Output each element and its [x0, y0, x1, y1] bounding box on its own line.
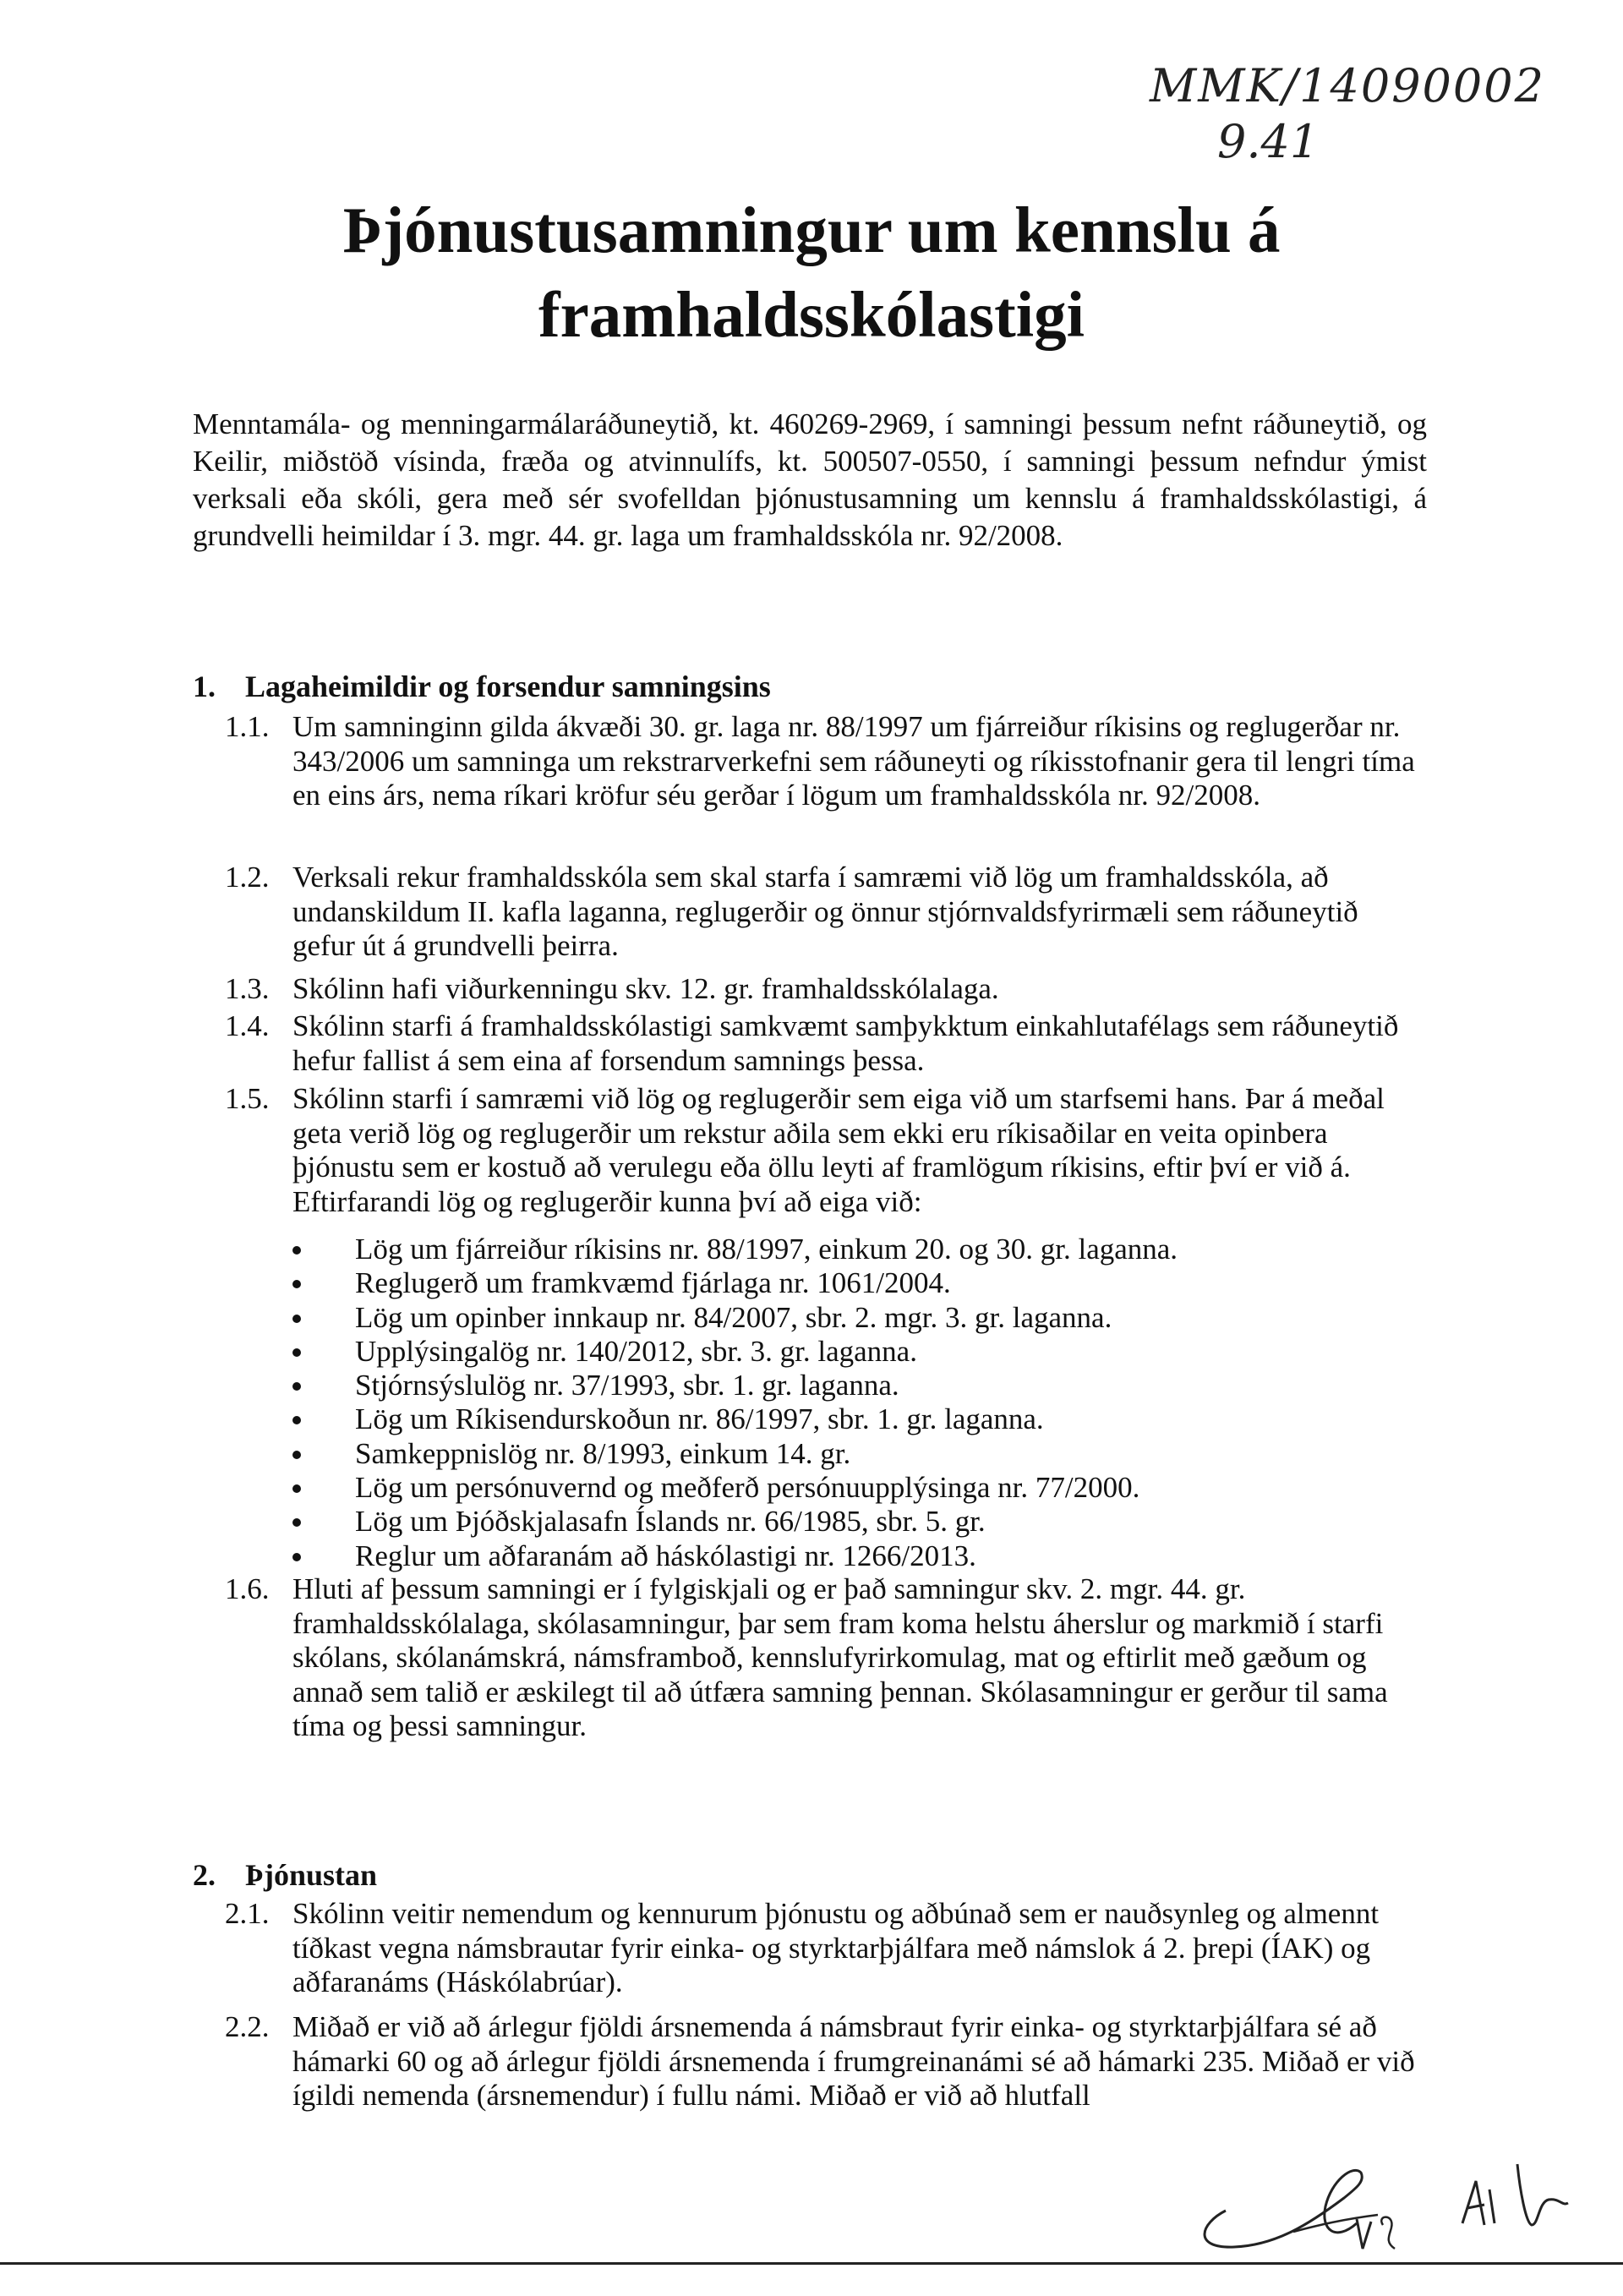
clause-text: Verksali rekur framhaldsskóla sem skal starfa í samræmi við lög um framhaldsskóla, að undanskildum II. kafla laganna, reglugerðir og önnur stjórnvaldsfyrirmæli sem ráðuneytið gefur út á grundvelli þeirra.	[292, 861, 1358, 962]
page-bottom-rule	[0, 2262, 1623, 2265]
section-heading-2	[193, 1856, 377, 1894]
list-item: Upplýsingalög nr. 140/2012, sbr. 3. gr. laganna.	[292, 1335, 1408, 1369]
title-line-1: Þjónustusamningur um kennslu á	[342, 194, 1281, 266]
clause-number: 1.2.	[225, 861, 270, 894]
clause-2-2	[225, 2010, 1425, 2113]
section-number: 1.	[193, 670, 216, 703]
list-item: Lög um Þjóðskjalasafn Íslands nr. 66/1985, sbr. 5. gr.	[292, 1505, 1408, 1539]
list-item: Reglugerð um framkvæmd fjárlaga nr. 1061/2004.	[292, 1266, 1408, 1300]
list-item: Samkeppnislög nr. 8/1993, einkum 14. gr.	[292, 1437, 1408, 1471]
handwritten-reference-number: MMK/14090002	[1150, 59, 1545, 112]
clause-number: 1.5.	[225, 1082, 270, 1115]
clause-text: Skólinn hafi viðurkenningu skv. 12. gr. framhaldsskólalaga.	[292, 972, 999, 1005]
clause-2-1	[225, 1897, 1425, 2000]
clause-1-4	[225, 1009, 1425, 1078]
clause-1-6	[225, 1572, 1425, 1744]
clause-text: Hluti af þessum samningi er í fylgiskjali og er það samningur skv. 2. mgr. 44. gr. framhaldsskólalaga, skólasamningur, þar sem fram koma helstu áherslur og markmið í starfi skólans, skólanámskrá, námsframboð, kennslufyrirkomulag, mat og eftirlit með gæðum og annað sem talið er æskilegt til að útfæra samning þennan. Skólasamningur er gerður til sama tíma og þessi samningur.	[292, 1572, 1388, 1742]
handwritten-reference-note: 9.41	[1217, 115, 1320, 168]
clause-1-2	[225, 861, 1425, 964]
section-number: 2.	[193, 1858, 216, 1892]
clause-text: Miðað er við að árlegur fjöldi ársnemenda á námsbraut fyrir einka- og styrktarþjálfara sé að hámarki 60 og að árlegur fjöldi ársnemenda í frumgreinanámi sé að hámarki 235. Miðað er við ígildi nemenda (ársnemendur) í fullu námi. Miðað er við að hlutfall	[292, 2010, 1415, 2112]
clause-number: 1.1.	[225, 710, 270, 743]
list-item: Stjórnsýslulög nr. 37/1993, sbr. 1. gr. laganna.	[292, 1369, 1408, 1402]
clause-number: 2.2.	[225, 2010, 270, 2043]
clause-text: Skólinn veitir nemendum og kennurum þjónustu og aðbúnað sem er nauðsynleg og almennt tíðkast vegna námsbrautar fyrir einka- og styrktarþjálfara með námslok á 2. þrepi (ÍAK) og aðfaranáms (Háskólabrúar).	[292, 1897, 1380, 1998]
clause-number: 1.3.	[225, 972, 270, 1005]
list-item: Lög um persónuvernd og meðferð persónuupplýsinga nr. 77/2000.	[292, 1471, 1408, 1505]
list-item: Lög um opinber innkaup nr. 84/2007, sbr. 2. mgr. 3. gr. laganna.	[292, 1301, 1408, 1335]
section-title: Lagaheimildir og forsendur samningsins	[245, 670, 771, 703]
clause-number: 1.4.	[225, 1009, 270, 1042]
section-title: Þjónustan	[245, 1858, 378, 1892]
document-title	[0, 188, 1623, 357]
clause-text: Um samninginn gilda ákvæði 30. gr. laga nr. 88/1997 um fjárreiður ríkisins og reglugerðar nr. 343/2006 um samninga um rekstrarverkefni sem ráðuneyti og ríkisstofnanir gera til lengri tíma en eins árs, nema ríkari kröfur séu gerðar í lögum um framhaldsskóla nr. 92/2008.	[292, 710, 1415, 812]
clause-number: 1.6.	[225, 1572, 270, 1605]
clause-number: 2.1.	[225, 1897, 270, 1930]
list-item: Reglur um aðfaranám að háskólastigi nr. 1266/2013.	[292, 1539, 1408, 1573]
clause-text: Skólinn starfi á framhaldsskólastigi samkvæmt samþykktum einkahlutafélags sem ráðuneytið hefur fallist á sem eina af forsendum samnings þessa.	[292, 1009, 1399, 1077]
list-item: Lög um Ríkisendurskoðun nr. 86/1997, sbr. 1. gr. laganna.	[292, 1402, 1408, 1436]
title-line-2: framhaldsskólastigi	[538, 278, 1085, 351]
signature-initials	[1183, 2130, 1589, 2257]
clause-1-1	[225, 710, 1425, 813]
list-item: Lög um fjárreiður ríkisins nr. 88/1997, einkum 20. og 30. gr. laganna.	[292, 1233, 1408, 1266]
clause-text: Skólinn starfi í samræmi við lög og reglugerðir sem eiga við um starfsemi hans. Þar á meðal geta verið lög og reglugerðir um rekstur aðila sem ekki eru ríkisaðilar en veita opinbera þjónustu sem er kostuð að verulegu eða öllu leyti af framlögum ríkisins, eftir því er við á. Eftirfarandi lög og reglugerðir kunna því að eiga við:	[292, 1082, 1385, 1218]
applicable-laws-list	[292, 1233, 1408, 1573]
clause-1-5	[225, 1082, 1425, 1219]
intro-paragraph: Menntamála- og menningarmálaráðuneytið, kt. 460269-2969, í samningi þessum nefnt ráðuneytið, og Keilir, miðstöð vísinda, fræða og atvinnulífs, kt. 500507-0550, í samningi þessum nefndur ýmist verksali eða skóli, gera með sér svofelldan þjónustusamning um kennslu á framhaldsskólastigi, á grundvelli heimildar í 3. mgr. 44. gr. laga um framhaldsskóla nr. 92/2008.	[193, 407, 1427, 552]
section-heading-1	[193, 668, 771, 705]
clause-1-3	[225, 972, 1425, 1007]
